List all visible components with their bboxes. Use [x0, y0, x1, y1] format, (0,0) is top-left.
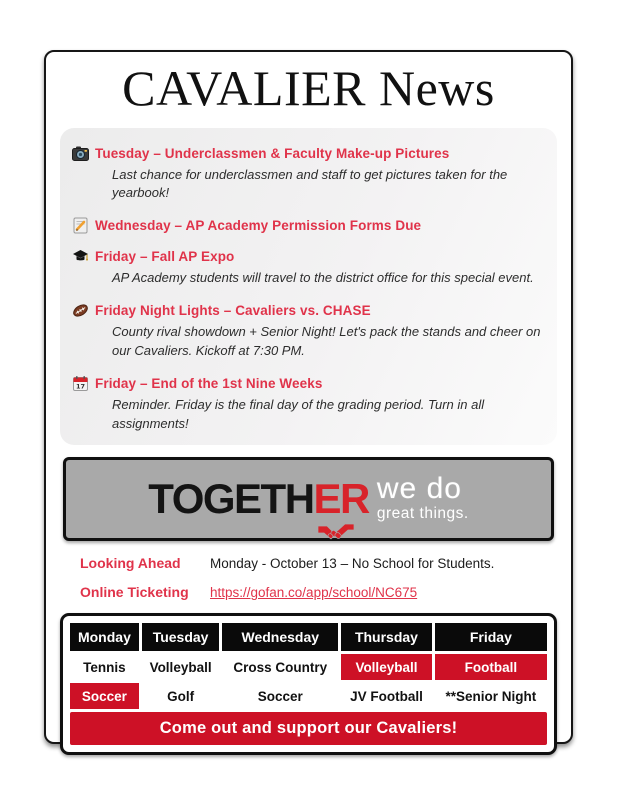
graduation-cap-icon — [72, 248, 89, 265]
table-cell-highlighted: Football — [435, 654, 547, 680]
column-header: Tuesday — [142, 623, 219, 651]
page-title: CAVALIER News — [122, 60, 495, 116]
event-item — [72, 375, 545, 434]
event-item — [72, 217, 545, 234]
event-description: Last chance for underclassmen and staff to get pictures taken for the yearbook! — [112, 166, 508, 201]
memo-icon — [72, 217, 89, 234]
together-tagline: we do great things. — [376, 471, 469, 522]
online-ticketing-label: Online Ticketing — [80, 584, 189, 601]
event-title: Friday – End of the 1st Nine Weeks — [95, 375, 323, 391]
event-title: Wednesday – AP Academy Permission Forms Due — [95, 218, 422, 234]
together-wordmark: TOGETHER — [148, 478, 369, 520]
event-item — [72, 248, 545, 288]
table-cell: **Senior Night — [435, 683, 547, 709]
schedule-table-box — [60, 613, 557, 755]
table-cell-highlighted: Soccer — [70, 683, 139, 709]
looking-ahead-row — [80, 555, 551, 571]
event-description: Reminder. Friday is the final day of the grading period. Turn in all assignments! — [112, 396, 485, 431]
info-section — [80, 555, 551, 600]
column-header: Thursday — [341, 623, 431, 651]
event-title: Friday – Fall AP Expo — [95, 249, 235, 265]
table-cell: JV Football — [341, 683, 431, 709]
event-description: AP Academy students will travel to the district office for this special event. — [112, 270, 534, 286]
event-item — [72, 302, 545, 361]
online-ticketing-row — [80, 584, 551, 600]
handshake-icon — [316, 509, 356, 531]
table-row — [70, 654, 547, 680]
table-cell: Volleyball — [142, 654, 219, 680]
schedule-table — [67, 620, 550, 712]
table-cell: Golf — [142, 683, 219, 709]
table-cell: Cross Country — [222, 654, 338, 680]
svg-text:17: 17 — [75, 382, 86, 391]
events-panel — [60, 128, 557, 446]
event-item — [72, 145, 545, 204]
table-cell: Soccer — [222, 683, 338, 709]
looking-ahead-text: Monday - October 13 – No School for Students. — [210, 556, 495, 572]
support-banner: Come out and support our Cavaliers! — [70, 712, 547, 745]
table-row — [70, 683, 547, 709]
event-description: County rival showdown + Senior Night! Let's pack the stands and cheer on our Cavaliers. Kickoff at 7:30 PM. — [112, 324, 541, 358]
event-title: Friday Night Lights – Cavaliers vs. CHASE — [95, 303, 371, 319]
table-cell: Tennis — [70, 654, 139, 680]
football-icon — [72, 302, 89, 319]
column-header: Friday — [435, 623, 547, 651]
event-title: Tuesday – Underclassmen & Faculty Make-up Pictures — [95, 145, 450, 161]
looking-ahead-label: Looking Ahead — [80, 555, 181, 572]
together-banner — [63, 457, 554, 541]
ticketing-link[interactable]: https://gofan.co/app/school/NC675 — [210, 585, 418, 601]
calendar-icon — [72, 375, 89, 392]
newsletter-page — [44, 50, 573, 744]
column-header: Wednesday — [222, 623, 338, 651]
table-cell-highlighted: Volleyball — [341, 654, 431, 680]
camera-icon — [72, 145, 89, 162]
column-header: Monday — [70, 623, 139, 651]
